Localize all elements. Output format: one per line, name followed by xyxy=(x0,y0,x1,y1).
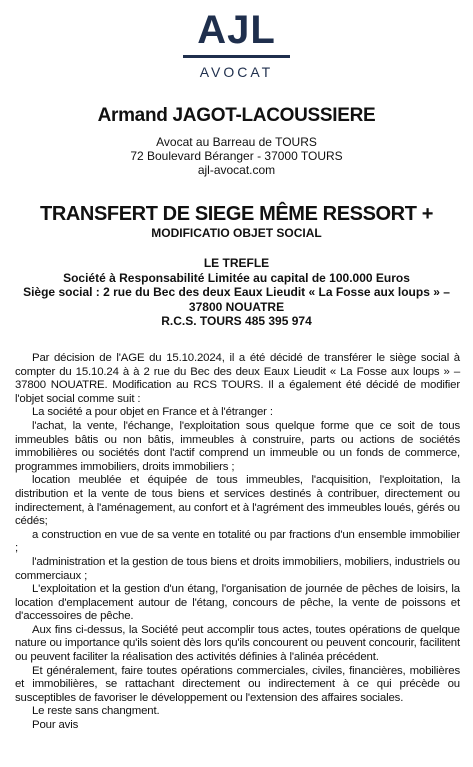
logo-subtitle: AVOCAT xyxy=(199,64,274,80)
paragraph-object-real-estate: l'achat, la vente, l'échange, l'exploitation sous quelque forme que ce soit de tous immeubles bâtis ou non bâtis, immeubles à construire, parts ou actions de sociétés immobilières ou sociétés dont l'actif comprend un immeuble ou un fonds de commerce, programmes immobiliers, droits immobiliers ; xyxy=(15,419,460,473)
company-seat-line2: 37800 NOUATRE xyxy=(188,299,285,314)
paragraph-object-rental: location meublée et équipée de tous immeubles, l'acquisition, l'exploitation, la distribution et la vente de tous biens et services destinés à contribuer, directement ou indirectement, à l'aménagement, au confort et à l'agrément des immeubles loués, gérés ou cédés; xyxy=(15,474,460,528)
paragraph-purposes: Aux fins ci-dessus, la Société peut accomplir tous actes, toutes opérations de quelque nature ou importance qu'ils soient dès lors qu'ils concourent ou peuvent concourir, facilitent ou peuvent faciliter la réalisation des activités définies à l'alinéa précédent. xyxy=(15,623,460,664)
lawyer-bar: Avocat au Barreau de TOURS xyxy=(156,135,317,149)
notice-body xyxy=(15,352,460,733)
firm-logo xyxy=(0,10,473,80)
logo-mark: AJL xyxy=(197,8,276,52)
paragraph-object-pond: L'exploitation et la gestion d'un étang, l'organisation de journée de pêches de loisirs, la location d'emplacement autour de l'étang, concours de pêche, la vente de poissons et d'accessoires de pêche. xyxy=(15,583,460,623)
notice-title: TRANSFERT DE SIEGE MÊME RESSORT + xyxy=(40,203,433,225)
lawyer-name: Armand JAGOT-LACOUSSIERE xyxy=(97,105,376,126)
paragraph-rest-unchanged: Le reste sans changment. xyxy=(32,705,160,718)
paragraph-decision: Par décision de l'AGE du 15.10.2024, il a été décidé de transférer le siège social à compter du 15.10.24 à à 2 rue du Bec des deux Eaux Lieudit « La Fosse aux loups » – 37800 NOUATRE. Modification au RCS TOURS. Il a également été décidé de modifier l'objet social comme suit : xyxy=(15,352,460,405)
paragraph-generally: Et généralement, faire toutes opérations commerciales, civiles, financières, mobilières et immobilières, se rattachant directement ou indirectement à ce qui précède ou susceptibles de favoriser le développement ou l'extension des affaires sociales. xyxy=(15,664,460,704)
lawyer-address: 72 Boulevard Béranger - 37000 TOURS xyxy=(130,149,343,163)
paragraph-object-construction: a construction en vue de sa vente en totalité ou par fractions d'un ensemble immobilier ; xyxy=(15,528,460,555)
notice-heading xyxy=(0,202,473,240)
company-name: LE TREFLE xyxy=(203,256,270,270)
paragraph-object-administration: l'administration et la gestion de tous biens et droits immobiliers, mobiliers, industriels ou commerciaux ; xyxy=(15,555,460,582)
notice-subtitle: MODIFICATIO OBJET SOCIAL xyxy=(151,226,322,240)
lawyer-website: ajl-avocat.com xyxy=(197,163,276,177)
company-seat-line1: Siège social : 2 rue du Bec des deux Eaux Lieudit « La Fosse aux loups » – xyxy=(23,285,450,299)
logo-underline xyxy=(183,55,290,58)
paragraph-closing: Pour avis xyxy=(32,719,79,732)
company-rcs: R.C.S. TOURS 485 395 974 xyxy=(161,314,312,328)
company-form: Société à Responsabilité Limitée au capital de 100.000 Euros xyxy=(63,270,410,285)
lawyer-block xyxy=(0,104,473,177)
company-block xyxy=(0,256,473,329)
paragraph-object-intro: La société a pour objet en France et à l'étranger : xyxy=(32,406,273,419)
